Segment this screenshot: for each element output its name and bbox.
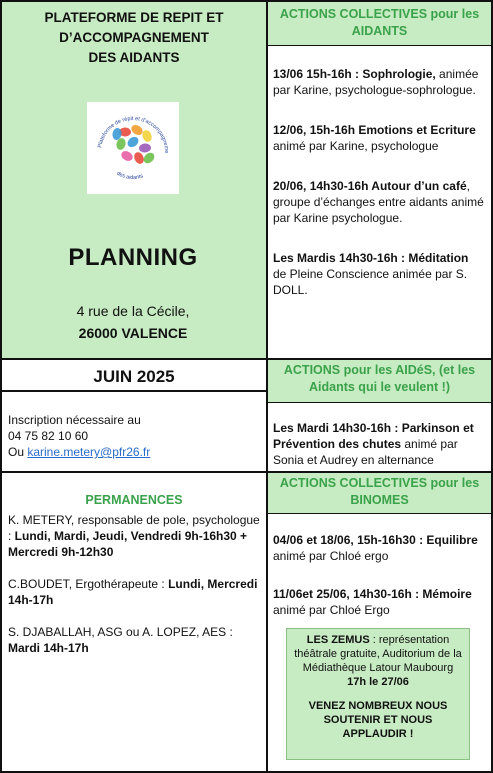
staff-role: , Ergothérapeute : xyxy=(68,577,169,591)
event-detail: animé par Chloé Ergo xyxy=(273,603,390,617)
planning-title: PLANNING xyxy=(68,244,198,271)
logo-arc-bottom-text: des aidants xyxy=(115,170,145,182)
hands-logo-icon xyxy=(87,102,179,194)
event-title: 12/06, 15h-16h Emotions et Ecriture xyxy=(273,123,476,137)
event-title: Les Mardi 14h30-16h : Parkinson et Prévention des chutes xyxy=(273,421,474,451)
event-item xyxy=(273,586,487,618)
event-title: 11/06et 25/06, 14h30-16h : Mémoire xyxy=(273,587,472,601)
inscription-phone: 04 75 82 10 60 xyxy=(8,429,89,443)
logo-hand-shape xyxy=(126,135,141,150)
org-logo xyxy=(87,102,179,194)
zemus-announcement xyxy=(286,628,470,760)
staff-role: , ASG ou xyxy=(91,625,143,639)
address xyxy=(0,300,266,344)
permanences-list xyxy=(8,512,262,656)
email-link[interactable]: karine.metery@pfr26.fr xyxy=(27,445,151,459)
zemus-date: 17h le 27/06 xyxy=(347,676,409,688)
org-title-line-2: D’ACCOMPAGNEMENT xyxy=(59,30,209,45)
event-list-aidants xyxy=(273,66,485,298)
staff-times: Mardi 14h-17h xyxy=(8,641,89,655)
logo-arc-top-text: Plateforme de répit et d’accompagneme xyxy=(97,115,170,154)
staff-name: A. LOPEZ xyxy=(142,625,197,639)
event-item xyxy=(273,250,485,298)
event-title: 04/06 et 18/06, 15h-16h30 : Equilibre xyxy=(273,533,478,547)
event-item xyxy=(273,178,485,226)
permanence-item xyxy=(8,512,262,560)
inscription-info xyxy=(8,412,264,460)
event-detail: de Pleine Conscience animée par S. DOLL. xyxy=(273,267,468,297)
heading-actions-binomes: ACTIONS COLLECTIVES pour les BINOMES xyxy=(279,476,480,507)
inscription-line: Inscription nécessaire au xyxy=(8,413,141,427)
event-item xyxy=(273,532,487,564)
staff-role: , AES : xyxy=(196,625,233,639)
event-detail: animé par Chloé ergo xyxy=(273,549,389,563)
logo-hand-shape xyxy=(132,151,145,166)
logo-hand-shape xyxy=(141,129,154,143)
svg-text:des aidants xyxy=(115,171,144,181)
event-item xyxy=(273,122,485,154)
staff-name: C.BOUDET xyxy=(8,577,69,591)
event-detail: animé par Sonia et Audrey en alternance xyxy=(273,437,458,467)
staff-name: K. METERY xyxy=(8,513,71,527)
inscription-email-line xyxy=(8,444,264,460)
logo-hand-shape xyxy=(130,123,145,137)
svg-text:Plateforme de répit et d’accom xyxy=(87,102,169,153)
heading-permanences: PERMANENCES xyxy=(85,493,183,507)
event-detail: animée par Karine, psychologue-sophrologue. xyxy=(273,67,479,97)
zemus-name: LES ZEMUS xyxy=(306,634,370,646)
inscription-ou: Ou xyxy=(8,445,28,459)
permanence-item xyxy=(8,624,262,656)
org-title-line-1: PLATEFORME DE REPIT ET xyxy=(44,10,224,25)
event-title: 13/06 15h-16h : Sophrologie, xyxy=(273,67,436,81)
logo-hand-shape xyxy=(142,151,157,166)
staff-name: S. DJABALLAH xyxy=(8,625,92,639)
event-title: 20/06, 14h30-16h Autour d’un café xyxy=(273,179,467,193)
logo-hand-shape xyxy=(139,143,152,153)
staff-role: , responsable de pole, psychologue : xyxy=(8,513,260,543)
month-title: JUIN 2025 xyxy=(93,367,175,386)
event-list-binomes xyxy=(273,532,487,618)
event-detail: , groupe d’échanges entre aidants animé par Karine psychologue. xyxy=(273,179,484,225)
address-line-2: 26000 VALENCE xyxy=(78,325,188,341)
permanence-item xyxy=(8,576,262,608)
address-line-1: 4 rue de la Cécile, xyxy=(76,303,190,319)
zemus-call-to-action: VENEZ NOMBREUX NOUS SOUTENIR ET NOUS APPLAUDIR ! xyxy=(308,700,448,740)
heading-actions-aides: ACTIONS pour les AIDéS, (et les Aidants qui le veulent !) xyxy=(283,363,476,394)
zemus-description xyxy=(293,633,463,689)
org-title-line-3: DES AIDANTS xyxy=(88,50,180,65)
event-aides xyxy=(273,420,487,468)
event-detail: animé par Karine, psychologue xyxy=(273,139,439,153)
logo-hand-shape xyxy=(120,149,135,163)
event-title: Les Mardis 14h30-16h : Méditation xyxy=(273,251,469,265)
heading-actions-aidants: ACTIONS COLLECTIVES pour les AIDANTS xyxy=(279,7,480,38)
org-title xyxy=(2,2,266,68)
staff-times: Lundi, Mercredi 14h-17h xyxy=(8,577,258,607)
event-item xyxy=(273,66,485,98)
zemus-desc: : représentation théâtrale gratuite, Auditorium de la Médiathèque Latour Maubourg xyxy=(294,634,462,674)
staff-times: Lundi, Mardi, Jeudi, Vendredi 9h-16h30 + Mercredi 9h-12h30 xyxy=(8,529,248,559)
